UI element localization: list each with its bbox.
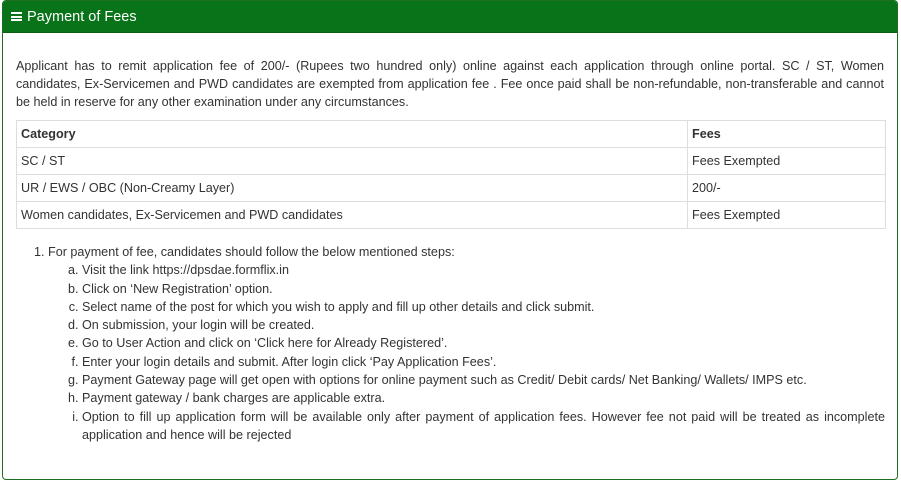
table-row bbox=[17, 148, 886, 175]
sub-step-visit-link: a. Visit the link https://dpsdae.formflix.in bbox=[82, 261, 885, 279]
fees-cell: 200/- bbox=[688, 175, 886, 202]
sub-step-login-created: d. On submission, your login will be created. bbox=[82, 316, 885, 334]
table-row bbox=[17, 175, 886, 202]
sub-step-select-post: c. Select name of the post for which you wish to apply and fill up other details and click submit. bbox=[82, 298, 885, 316]
payment-steps-list bbox=[15, 243, 885, 444]
panel-header bbox=[3, 1, 897, 33]
sub-step-new-registration: b. Click on ‘New Registration’ option. bbox=[82, 280, 885, 298]
category-cell: UR / EWS / OBC (Non-Creamy Layer) bbox=[17, 175, 688, 202]
fees-cell: Fees Exempted bbox=[688, 148, 886, 175]
main-step bbox=[48, 243, 885, 444]
sub-step-application-form: i. Option to fill up application form will be available only after payment of application fees. However fee not paid will be treated as incomplete application and hence will be rejected bbox=[82, 408, 885, 445]
column-header-category: Category bbox=[17, 121, 688, 148]
panel-body bbox=[3, 33, 897, 444]
category-cell: SC / ST bbox=[17, 148, 688, 175]
main-step-text: For payment of fee, candidates should follow the below mentioned steps: bbox=[48, 245, 455, 259]
sub-step-payment-gateway: g. Payment Gateway page will get open with options for online payment such as Credit/ Debit cards/ Net Banking/ Wallets/ IMPS etc. bbox=[82, 371, 885, 389]
table-row bbox=[17, 202, 886, 229]
list-icon bbox=[11, 12, 22, 21]
fees-table bbox=[16, 120, 886, 229]
fees-cell: Fees Exempted bbox=[688, 202, 886, 229]
sub-steps-list bbox=[48, 261, 885, 444]
sub-step-charges: h. Payment gateway / bank charges are applicable extra. bbox=[82, 389, 885, 407]
sub-step-login-details: f. Enter your login details and submit. After login click ‘Pay Application Fees’. bbox=[82, 353, 885, 371]
table-header-row bbox=[17, 121, 886, 148]
sub-step-user-action: e. Go to User Action and click on ‘Click here for Already Registered’. bbox=[82, 334, 885, 352]
category-cell: Women candidates, Ex-Servicemen and PWD candidates bbox=[17, 202, 688, 229]
intro-paragraph: Applicant has to remit application fee of 200/- (Rupees two hundred only) online against each application through online portal. SC / ST, Women candidates, Ex-Servicemen and PWD candidates are exempted from application fee . Fee once paid shall be non-refundable, non-transferable and cannot be held in reserve for any other examination under any circumstances. bbox=[16, 59, 884, 109]
payment-of-fees-panel bbox=[2, 0, 898, 480]
column-header-fees: Fees bbox=[688, 121, 886, 148]
panel-title: Payment of Fees bbox=[27, 8, 137, 25]
